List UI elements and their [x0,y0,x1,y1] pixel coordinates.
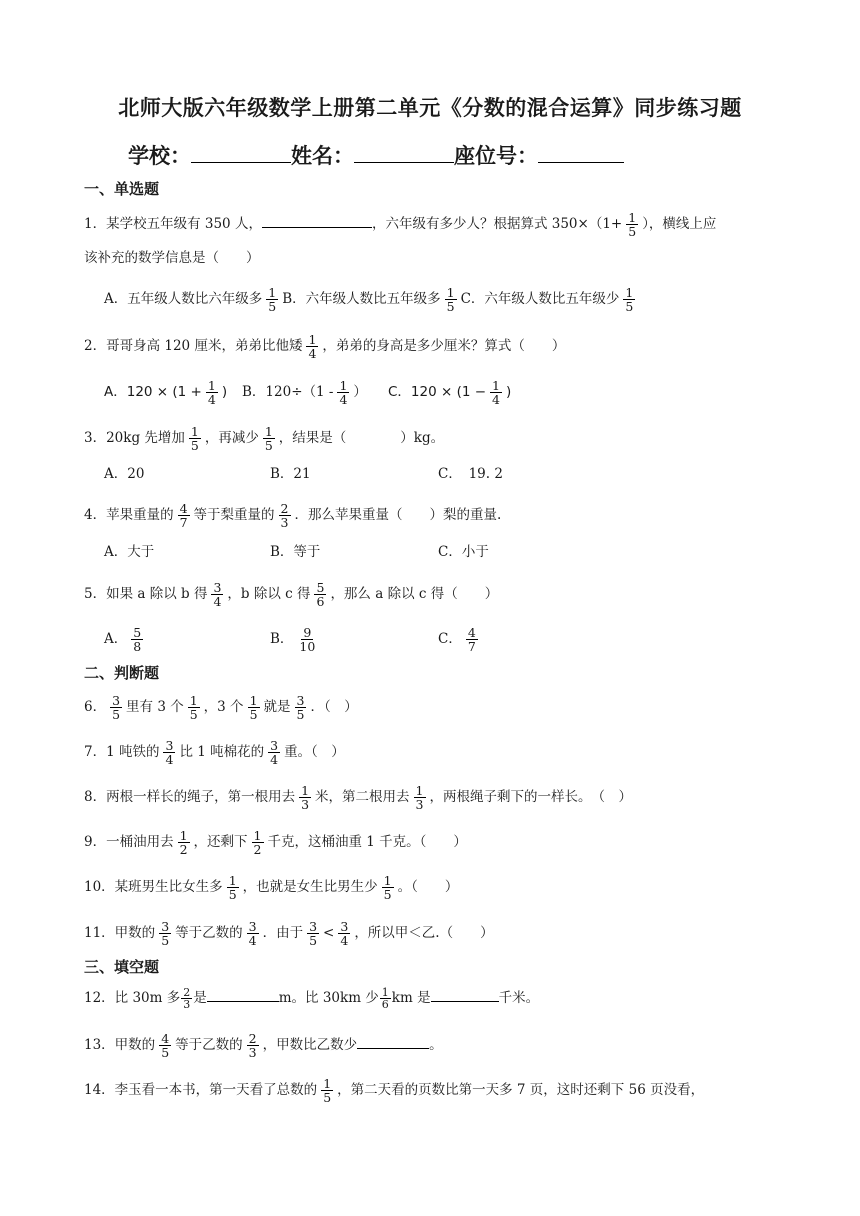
q7-answer-paren[interactable]: 重。（ ） [284,744,345,760]
q12-blank-2[interactable] [431,987,499,1002]
question-6: 6． $\frac{3}{5}$ 里有 3 个 $\frac{1}{5}$ ，3 个 $\frac{1}{5}$ 就是 $\frac{3}{5}$ ．（ ） [84,693,358,722]
q5-option-b[interactable]: B． $\frac{9}{10}$ [270,625,316,654]
q12-blank-1[interactable] [207,987,279,1002]
q13-blank[interactable] [357,1034,429,1049]
seat-label: 座位号： [454,144,538,168]
seat-input-line[interactable] [538,142,624,163]
q1-option-c[interactable]: C．六年级人数比五年级少 [460,291,620,307]
name-label: 姓名： [291,144,354,168]
section-heading-single-choice: 一、单选题 [84,180,160,198]
q3-option-a[interactable]: A．20 [104,466,145,482]
question-11: 11．甲数的 $\frac{3}{5}$ 等于乙数的 $\frac{3}{4}$ ．由于 $\frac{3}{5}$ < $\frac{3}{4}$ ，所以甲＜乙.（ ） [84,919,494,948]
q8-answer-paren[interactable]: ，两根绳子剩下的一样长。 （ ） [429,789,632,805]
q9-answer-paren[interactable]: 千克，这桶油重 1 千克。（ ） [267,834,467,850]
question-8: 8．两根一样长的绳子，第一根用去 $\frac{1}{3}$ 米，第二根用去 $\frac{1}{3}$ ，两根绳子剩下的一样长。 （ ） [84,783,632,812]
question-5: 5．如果 a 除以 b 得 $\frac{3}{4}$ ，b 除以 c 得 $\frac{5}{6}$ ，那么 a 除以 c 得（ ） [84,580,499,609]
q6-answer-paren[interactable]: ．（ ） [310,699,358,715]
q2-option-a[interactable]: A．120 × (1 + $\frac{1}{4}$ ) [104,378,228,407]
question-2: 2．哥哥身高 120 厘米，弟弟比他矮 $\frac{1}{4}$ ，弟弟的身高是多少厘米？算式（ ） [84,332,566,361]
question-1-line2: 该补充的数学信息是（ ） [84,250,260,266]
question-9: 9．一桶油用去 $\frac{1}{2}$ ，还剩下 $\frac{1}{2}$ 千克，这桶油重 1 千克。（ ） [84,828,467,857]
school-input-line[interactable] [191,142,291,163]
q1-answer-blank[interactable] [262,213,372,228]
q1-option-a[interactable]: A．五年级人数比六年级多 [104,291,263,307]
q1-options: A．五年级人数比六年级多 $\frac{1}{5}$ B．六年级人数比五年级多 $\frac{1}{5}$ C．六年级人数比五年级少 $\frac{1}{5}$ [104,285,634,314]
question-7: 7．1 吨铁的 $\frac{3}{4}$ 比 1 吨棉花的 $\frac{3}{4}$ 重。（ ） [84,738,345,767]
q11-answer-paren[interactable]: ，所以甲＜乙.（ ） [354,925,494,941]
question-3: 3．20kg 先增加 $\frac{1}{5}$ ，再减少 $\frac{1}{5}$ ，结果是（ ）kg。 [84,424,445,453]
question-14: 14．李玉看一本书，第一天看了总数的 $\frac{1}{5}$ ，第二天看的页数比第一天多 7 页，这时还剩下 56 页没看， [84,1076,705,1105]
question-1: 1．某学校五年级有 350 人， ，六年级有多少人？根据算式 350×（1+ $\frac{1}{5}$ ），横线上应 [84,210,717,239]
q5-option-a[interactable]: A． $\frac{5}{8}$ [104,625,142,654]
q4-option-c[interactable]: C．小于 [438,544,489,560]
section-heading-fill-blank: 三、填空题 [84,958,160,976]
q2-option-b[interactable]: B．120÷（1 - $\frac{1}{4}$ ） [242,378,367,407]
q2-option-c[interactable]: C．120 × (1 − $\frac{1}{4}$ ) [388,378,512,407]
q3-option-b[interactable]: B．21 [270,466,311,482]
question-4: 4．苹果重量的 $\frac{4}{7}$ 等于梨重量的 $\frac{2}{3}$ ．那么苹果重量（ ）梨的重量. [84,501,502,530]
name-input-line[interactable] [354,142,454,163]
question-13: 13．甲数的 $\frac{4}{5}$ 等于乙数的 $\frac{2}{3}$ ，甲数比乙数少 。 [84,1031,443,1060]
q5-option-c[interactable]: C． $\frac{4}{7}$ [438,625,476,654]
fraction: $\frac{1}{5}$ [628,210,637,239]
q3-option-c[interactable]: C． 19. 2 [438,466,503,482]
q4-option-b[interactable]: B．等于 [270,544,321,560]
q10-answer-paren[interactable]: 。（ ） [397,879,459,895]
school-label: 学校： [128,144,191,168]
q4-option-a[interactable]: A．大于 [104,544,155,560]
q1-option-b[interactable]: B．六年级人数比五年级多 [282,291,441,307]
section-heading-true-false: 二、判断题 [84,664,160,682]
question-10: 10．某班男生比女生多 $\frac{1}{5}$ ，也就是女生比男生少 $\frac{1}{5}$ 。（ ） [84,873,459,902]
page-title: 北师大版六年级数学上册第二单元《分数的混合运算》同步练习题 [118,96,742,120]
question-12: 12．比 30m 多 $\frac{2}{3}$ 是 m。比 30km 少 $\frac{1}{6}$ km 是 千米。 [84,986,540,1011]
header-fields [128,140,624,170]
